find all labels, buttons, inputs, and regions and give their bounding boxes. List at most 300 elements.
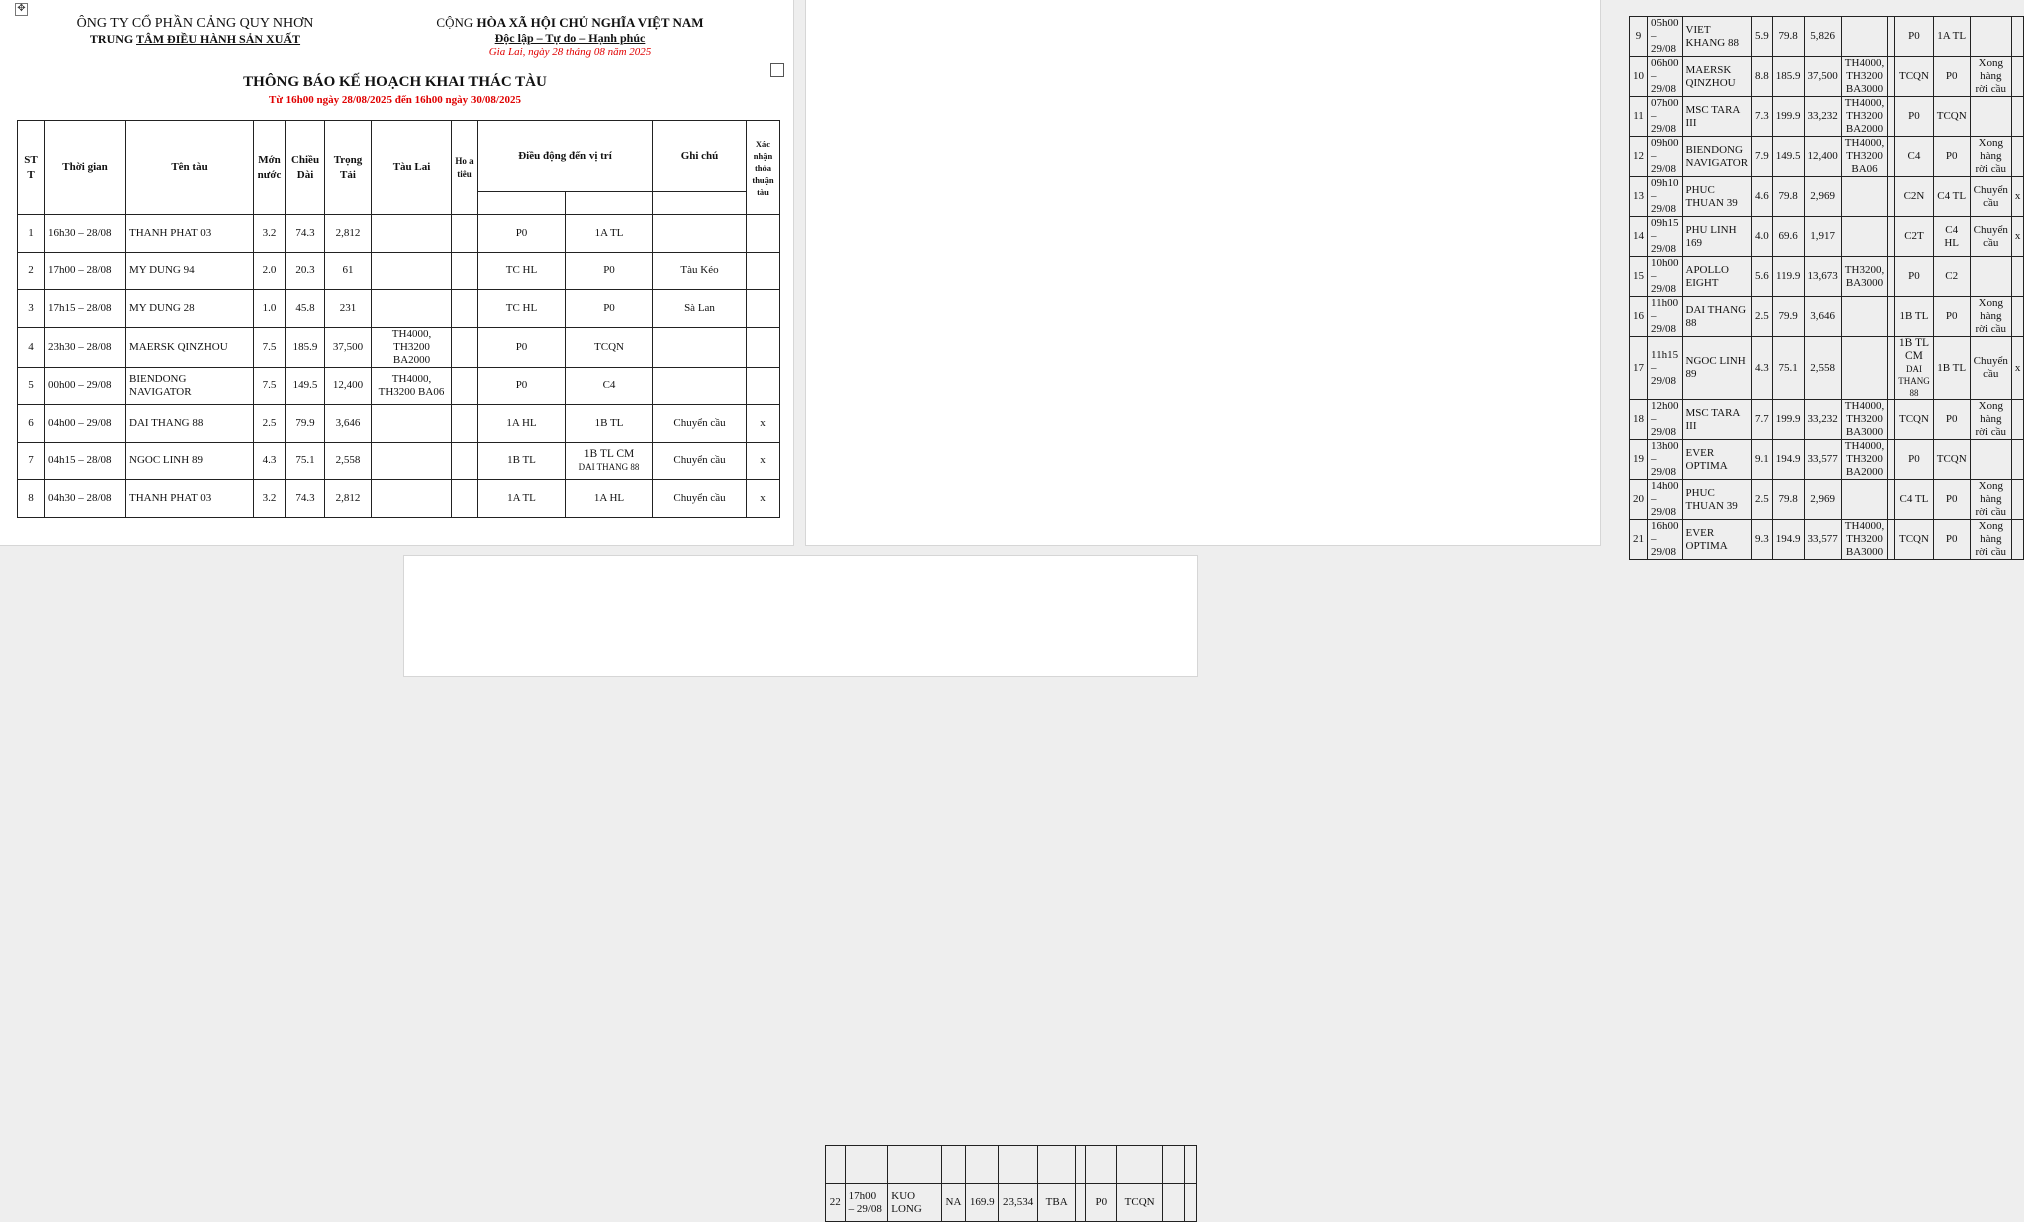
cell-tug: TH4000, TH3200 BA3000: [1841, 400, 1887, 440]
cell-length: 79.8: [1772, 480, 1804, 520]
table-row: [1630, 440, 2024, 480]
cell-note: Sà Lan: [653, 290, 747, 328]
cell-stt: 14: [1630, 217, 1648, 257]
cell-note: [1970, 17, 2011, 57]
table-row: [18, 290, 780, 328]
table-row: [1630, 17, 2024, 57]
cell-note: Xong hàng rời cầu: [1970, 57, 2011, 97]
cell-tonnage: 2,558: [325, 442, 372, 480]
cell-length: 79.8: [1772, 17, 1804, 57]
cell-move-to: P0: [1933, 137, 1970, 177]
cell-tonnage: 37,500: [1804, 57, 1841, 97]
cell-move-from: P0: [1895, 17, 1934, 57]
cell-stt: 1: [18, 215, 45, 253]
cell-stt: 20: [1630, 480, 1648, 520]
cell-draft: 9.3: [1752, 520, 1773, 560]
cell-move-from: C2N: [1895, 177, 1934, 217]
cell-confirm: [2011, 297, 2024, 337]
cell-confirm: [2011, 57, 2024, 97]
cell-tonnage: 2,969: [1804, 177, 1841, 217]
cell-length: 75.1: [286, 442, 325, 480]
center-name-underlined: TÂM ĐIỀU HÀNH SẢN XUẤT: [136, 32, 301, 46]
table-row: [1630, 217, 2024, 257]
cell-draft: 4.6: [1752, 177, 1773, 217]
form-checkbox[interactable]: [770, 63, 784, 77]
cell-note: [1163, 1184, 1185, 1222]
cell-tonnage: 12,400: [1804, 137, 1841, 177]
cell-move-from: [1895, 337, 1934, 400]
table-row: [1630, 97, 2024, 137]
document-page-2: [806, 0, 2021, 558]
cell-time: 11h00 – 29/08: [1648, 297, 1683, 337]
cell-pilot: [1888, 337, 1895, 400]
cell-draft: 5.9: [1752, 17, 1773, 57]
cell-confirm: [2011, 400, 2024, 440]
cell-draft: 3.2: [254, 480, 286, 518]
cell-time: 16h30 – 28/08: [45, 215, 126, 253]
cell-length: 69.6: [1772, 217, 1804, 257]
cell-ship-name: MAERSK QINZHOU: [1682, 57, 1752, 97]
cell-stt: 11: [1630, 97, 1648, 137]
cell-stt: 15: [1630, 257, 1648, 297]
cell-ship-name: APOLLO EIGHT: [1682, 257, 1752, 297]
motto: Độc lập – Tự do – Hạnh phúc: [494, 31, 646, 45]
header-move-from: [478, 192, 566, 215]
cell-draft: 4.3: [1752, 337, 1773, 400]
cell-tonnage: 33,232: [1804, 97, 1841, 137]
cell-move-to-main: 1B TL CM: [583, 448, 635, 461]
cell-draft: 2.5: [254, 405, 286, 443]
cell-tonnage: 2,812: [325, 215, 372, 253]
table-row: [1630, 337, 2024, 400]
cell-length: 79.9: [1772, 297, 1804, 337]
table-row: [1630, 257, 2024, 297]
header-ship: Tên tàu: [126, 121, 254, 215]
cell-length: 119.9: [1772, 257, 1804, 297]
cell-tug: [372, 290, 452, 328]
cell-stt: 13: [1630, 177, 1648, 217]
cell-move-to: TCQN: [1933, 97, 1970, 137]
cell-note: [1970, 97, 2011, 137]
schedule-body-page-3: [826, 1146, 1197, 1222]
cell-move-to: 1B TL: [566, 405, 653, 443]
cell-stt: 17: [1630, 337, 1648, 400]
cell-stt: 2: [18, 252, 45, 290]
cell-pilot: [1888, 137, 1895, 177]
cell-tonnage: 3,646: [325, 405, 372, 443]
cell-confirm: [2011, 480, 2024, 520]
cell-confirm: [2011, 440, 2024, 480]
cell-confirm: [1185, 1184, 1197, 1222]
cell-move-to: 1A TL: [1933, 17, 1970, 57]
cell-ship-name: DAI THANG 88: [126, 405, 254, 443]
cell-move-from: C2T: [1895, 217, 1934, 257]
cell-move-from: TCQN: [1895, 57, 1934, 97]
cell-stt: 12: [1630, 137, 1648, 177]
cell-stt: 9: [1630, 17, 1648, 57]
cell-confirm: x: [2011, 217, 2024, 257]
cell-move-from: C4: [1895, 137, 1934, 177]
cell-move-to: P0: [1933, 400, 1970, 440]
cell-note: [653, 215, 747, 253]
cell-pilot: [452, 290, 478, 328]
cell-confirm: [2011, 137, 2024, 177]
cell-ship-name: PHUC THUAN 39: [1682, 480, 1752, 520]
header-move-to: [566, 192, 653, 215]
cell-note: Xong hàng rời cầu: [1970, 297, 2011, 337]
cell-move-to: C4 TL: [1933, 177, 1970, 217]
cell-length: 74.3: [286, 480, 325, 518]
cell-ship-name: EVER OPTIMA: [1682, 520, 1752, 560]
cell-pilot: [452, 480, 478, 518]
table-row: [1630, 480, 2024, 520]
cell-move-to: [566, 442, 653, 480]
cell-move-to: C2: [1933, 257, 1970, 297]
cell-pilot: [452, 405, 478, 443]
cell-confirm: [747, 252, 780, 290]
cell-note: Chuyển cầu: [1970, 177, 2011, 217]
cell-stt: 7: [18, 442, 45, 480]
cell-move-from: TCQN: [1895, 400, 1934, 440]
cell-length: 79.8: [1772, 177, 1804, 217]
center-name: [60, 32, 330, 47]
cell-tonnage: 231: [325, 290, 372, 328]
table-move-handle-icon[interactable]: ✥: [15, 3, 28, 16]
cell-move-from: 1A TL: [478, 480, 566, 518]
cell-length: 149.5: [1772, 137, 1804, 177]
cell-time: 04h15 – 28/08: [45, 442, 126, 480]
cell-tug: [372, 252, 452, 290]
national-header: [430, 15, 710, 58]
cell-time: 11h15 – 29/08: [1648, 337, 1683, 400]
cell-move-to: TCQN: [566, 327, 653, 367]
cell-ship-name: PHU LINH 169: [1682, 217, 1752, 257]
cell-tug: TBA: [1038, 1184, 1076, 1222]
table-row: [1630, 520, 2024, 560]
cell-move-from: 1B TL: [478, 442, 566, 480]
cell-tonnage: 61: [325, 252, 372, 290]
cell-confirm: [747, 290, 780, 328]
cell-draft: 1.0: [254, 290, 286, 328]
cell-move-to: 1A TL: [566, 215, 653, 253]
cell-time: 00h00 – 29/08: [45, 367, 126, 405]
cell-note: Chuyển cầu: [1970, 217, 2011, 257]
cell-draft: 8.8: [1752, 57, 1773, 97]
cell-pilot: [1888, 57, 1895, 97]
header-note-sub: [653, 192, 747, 215]
cell-ship-name: THANH PHAT 03: [126, 215, 254, 253]
cell-ship-name: PHUC THUAN 39: [1682, 177, 1752, 217]
cell-move-to: P0: [1933, 480, 1970, 520]
table-row: [18, 367, 780, 405]
cell-tonnage: 2,969: [1804, 480, 1841, 520]
cell-time: 06h00 – 29/08: [1648, 57, 1683, 97]
cell-time: 09h10 – 29/08: [1648, 177, 1683, 217]
cell-time: 04h30 – 28/08: [45, 480, 126, 518]
cell-ship-name: MSC TARA III: [1682, 97, 1752, 137]
cell-draft: 4.0: [1752, 217, 1773, 257]
cell-move-from: P0: [1895, 97, 1934, 137]
cell-ship-name: BIENDONG NAVIGATOR: [1682, 137, 1752, 177]
cell-draft: 7.7: [1752, 400, 1773, 440]
header-draft: Mớn nước: [254, 121, 286, 215]
cell-confirm: x: [747, 405, 780, 443]
table-row: [1630, 57, 2024, 97]
schedule-table-page-2: [1629, 16, 2024, 560]
cell-tug: [1841, 337, 1887, 400]
cell-tonnage: 2,812: [325, 480, 372, 518]
cell-length: 74.3: [286, 215, 325, 253]
cell-ship-name: MAERSK QINZHOU: [126, 327, 254, 367]
cell-confirm: x: [747, 442, 780, 480]
header-move: Điều động đến vị trí: [478, 121, 653, 192]
table-row: [1630, 137, 2024, 177]
cell-pilot: [452, 215, 478, 253]
cell-move-from: P0: [478, 215, 566, 253]
center-prefix: TRUNG: [89, 32, 137, 46]
cell-note: Tàu Kéo: [653, 252, 747, 290]
cell-move-from: P0: [1895, 257, 1934, 297]
cell-length: 20.3: [286, 252, 325, 290]
cell-draft: 4.3: [254, 442, 286, 480]
cell-tonnage: 2,558: [1804, 337, 1841, 400]
table-row: [18, 252, 780, 290]
cell-pilot: [1888, 177, 1895, 217]
cell-tug: [1841, 17, 1887, 57]
cell-tug: [1841, 217, 1887, 257]
cell-stt: 22: [826, 1184, 846, 1222]
cell-ship-name: MY DUNG 94: [126, 252, 254, 290]
cell-time: 12h00 – 29/08: [1648, 400, 1683, 440]
cell-ship-name: THANH PHAT 03: [126, 480, 254, 518]
cell-pilot: [1888, 520, 1895, 560]
table-row: [18, 327, 780, 367]
cell-tonnage: 33,232: [1804, 400, 1841, 440]
header-pilot: Ho a tiêu: [452, 121, 478, 215]
cell-ship-name: VIET KHANG 88: [1682, 17, 1752, 57]
cell-confirm: x: [2011, 177, 2024, 217]
cell-time: 09h00 – 29/08: [1648, 137, 1683, 177]
cell-draft: 2.5: [1752, 297, 1773, 337]
cell-move-to-sub: DAI THANG 88: [578, 462, 640, 473]
cell-time: 16h00 – 29/08: [1648, 520, 1683, 560]
cell-confirm: x: [747, 480, 780, 518]
cell-note: [653, 327, 747, 367]
table-row: [18, 215, 780, 253]
cell-confirm: [2011, 520, 2024, 560]
cell-stt: 5: [18, 367, 45, 405]
table-row: [1630, 177, 2024, 217]
cell-time: 14h00 – 29/08: [1648, 480, 1683, 520]
cell-confirm: [2011, 257, 2024, 297]
cell-time: 13h00 – 29/08: [1648, 440, 1683, 480]
cell-pilot: [1888, 257, 1895, 297]
cell-ship-name: MSC TARA III: [1682, 400, 1752, 440]
cell-draft: NA: [941, 1184, 965, 1222]
cell-move-to: P0: [1933, 297, 1970, 337]
cell-confirm: [747, 215, 780, 253]
cell-tonnage: 37,500: [325, 327, 372, 367]
cell-tug: TH4000, TH3200 BA3000: [1841, 520, 1887, 560]
cell-draft: 3.2: [254, 215, 286, 253]
cell-confirm: [747, 367, 780, 405]
cell-time: 17h00 – 28/08: [45, 252, 126, 290]
cell-confirm: [2011, 17, 2024, 57]
cell-move-to: P0: [566, 290, 653, 328]
header-tonnage: Trọng Tải: [325, 121, 372, 215]
cell-confirm: x: [2011, 337, 2024, 400]
cell-note: Chuyển cầu: [653, 405, 747, 443]
cell-stt: 21: [1630, 520, 1648, 560]
cell-move-from: 1B TL: [1895, 297, 1934, 337]
cell-tonnage: 33,577: [1804, 440, 1841, 480]
cell-pilot: [1888, 97, 1895, 137]
cell-ship-name: BIENDONG NAVIGATOR: [126, 367, 254, 405]
cell-move-from: TC HL: [478, 252, 566, 290]
cell-tug: [372, 480, 452, 518]
cell-tonnage: 33,577: [1804, 520, 1841, 560]
cell-move-to: P0: [1933, 57, 1970, 97]
cell-draft: 9.1: [1752, 440, 1773, 480]
cell-move-from: TCQN: [1895, 520, 1934, 560]
cell-stt: 10: [1630, 57, 1648, 97]
cell-tonnage: 1,917: [1804, 217, 1841, 257]
cell-pilot: [452, 442, 478, 480]
cell-length: 45.8: [286, 290, 325, 328]
document-subtitle: Từ 16h00 ngày 28/08/2025 đến 16h00 ngày 30/08/2025: [268, 94, 521, 106]
cell-ship-name: KUO LONG: [888, 1184, 941, 1222]
cell-note: Xong hàng rời cầu: [1970, 400, 2011, 440]
cell-ship-name: EVER OPTIMA: [1682, 440, 1752, 480]
cell-tug: TH3200, BA3000: [1841, 257, 1887, 297]
cell-ship-name: NGOC LINH 89: [1682, 337, 1752, 400]
cell-tug: TH4000, TH3200 BA06: [372, 367, 452, 405]
cell-pilot: [452, 327, 478, 367]
cell-tug: [372, 215, 452, 253]
cell-time: 07h00 – 29/08: [1648, 97, 1683, 137]
cell-stt: 3: [18, 290, 45, 328]
table-row: [18, 442, 780, 480]
cell-ship-name: NGOC LINH 89: [126, 442, 254, 480]
cell-move-from: P0: [1086, 1184, 1117, 1222]
cell-tug: TH4000, TH3200 BA3000: [1841, 57, 1887, 97]
country-prefix: CỘNG: [436, 15, 477, 30]
cell-pilot: [452, 367, 478, 405]
table-row: [1630, 400, 2024, 440]
header-tug: Tàu Lai: [372, 121, 452, 215]
cell-length: 199.9: [1772, 400, 1804, 440]
header-note: Ghi chú: [653, 121, 747, 192]
cell-move-to: TCQN: [1117, 1184, 1163, 1222]
cell-draft: 7.3: [1752, 97, 1773, 137]
table-row: [18, 480, 780, 518]
cell-length: 79.9: [286, 405, 325, 443]
table-row: [18, 405, 780, 443]
cell-move-from-main: 1B TL CM: [1898, 337, 1930, 362]
cell-length: 185.9: [286, 327, 325, 367]
cell-time: 09h15 – 29/08: [1648, 217, 1683, 257]
cell-note: Chuyển cầu: [653, 480, 747, 518]
cell-length: 169.9: [966, 1184, 999, 1222]
cell-stt: 6: [18, 405, 45, 443]
cell-move-from: C4 TL: [1895, 480, 1934, 520]
schedule-body-page-2: [1630, 17, 2024, 560]
cell-time: 23h30 – 28/08: [45, 327, 126, 367]
cell-move-from: TC HL: [478, 290, 566, 328]
table-row: [1630, 297, 2024, 337]
cell-move-to: C4 HL: [1933, 217, 1970, 257]
cell-time: 17h00 – 29/08: [845, 1184, 888, 1222]
cell-time: 04h00 – 29/08: [45, 405, 126, 443]
cell-tonnage: 12,400: [325, 367, 372, 405]
cell-tug: TH4000, TH3200 BA2000: [1841, 97, 1887, 137]
cell-draft: 7.5: [254, 367, 286, 405]
company-header: [60, 16, 330, 47]
cell-stt: 4: [18, 327, 45, 367]
cell-time: 05h00 – 29/08: [1648, 17, 1683, 57]
header-confirm: Xác nhận thỏa thuận tàu: [747, 121, 780, 215]
cell-draft: 2.5: [1752, 480, 1773, 520]
cell-note: Xong hàng rời cầu: [1970, 137, 2011, 177]
header-stt: ST T: [18, 121, 45, 215]
cell-note: Xong hàng rời cầu: [1970, 480, 2011, 520]
cell-note: [653, 367, 747, 405]
cell-length: 185.9: [1772, 57, 1804, 97]
cell-tug: [1841, 297, 1887, 337]
cell-tug: [372, 442, 452, 480]
cell-move-to: C4: [566, 367, 653, 405]
cell-draft: 7.9: [1752, 137, 1773, 177]
cell-pilot: [1888, 400, 1895, 440]
cell-length: 199.9: [1772, 97, 1804, 137]
schedule-table-page-3: [825, 1145, 1197, 1222]
cell-length: 75.1: [1772, 337, 1804, 400]
cell-pilot: [1888, 217, 1895, 257]
cell-draft: 7.5: [254, 327, 286, 367]
cell-move-to: P0: [566, 252, 653, 290]
schedule-table-page-1: [17, 120, 780, 518]
cell-ship-name: DAI THANG 88: [1682, 297, 1752, 337]
header-time: Thời gian: [45, 121, 126, 215]
cell-confirm: [747, 327, 780, 367]
cell-tug: [1841, 480, 1887, 520]
cell-stt: 16: [1630, 297, 1648, 337]
cell-draft: 5.6: [1752, 257, 1773, 297]
cell-stt: 19: [1630, 440, 1648, 480]
cell-length: 194.9: [1772, 520, 1804, 560]
cell-tug: [1841, 177, 1887, 217]
cell-ship-name: MY DUNG 28: [126, 290, 254, 328]
cell-confirm: [2011, 97, 2024, 137]
table-row: [826, 1184, 1197, 1222]
cell-draft: 2.0: [254, 252, 286, 290]
cell-pilot: [1888, 480, 1895, 520]
country-name: [430, 15, 710, 31]
cell-move-from: P0: [478, 327, 566, 367]
cell-note: [1970, 440, 2011, 480]
cell-move-to: P0: [1933, 520, 1970, 560]
cell-pilot: [1076, 1184, 1086, 1222]
cell-tonnage: 13,673: [1804, 257, 1841, 297]
cell-tug: [372, 405, 452, 443]
cell-move-from: P0: [478, 367, 566, 405]
cell-pilot: [452, 252, 478, 290]
cell-length: 194.9: [1772, 440, 1804, 480]
document-page-3: [404, 556, 1197, 1215]
cell-pilot: [1888, 297, 1895, 337]
cell-move-from-sub: DAI THANG 88: [1898, 364, 1930, 398]
cell-tonnage: 3,646: [1804, 297, 1841, 337]
